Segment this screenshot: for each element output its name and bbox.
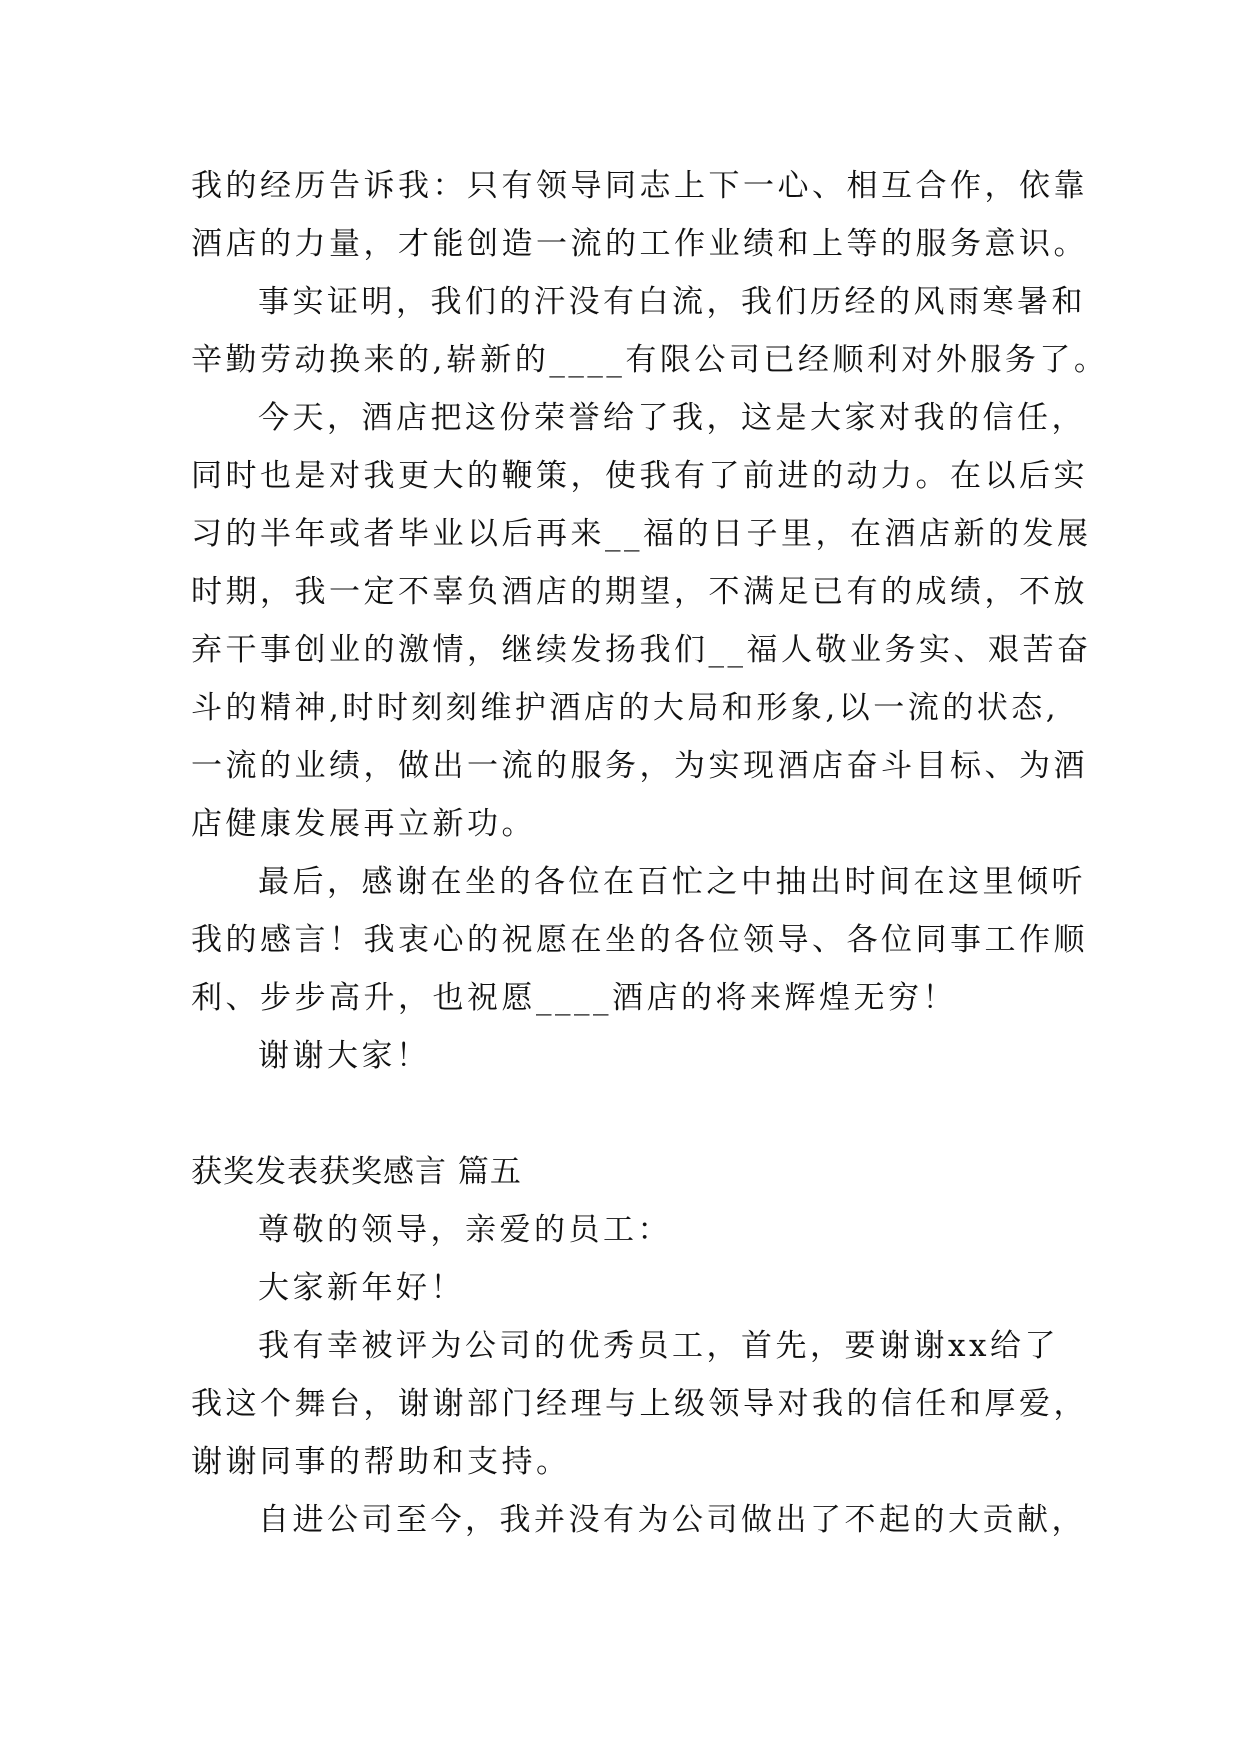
text-line: 酒店的力量，才能创造一流的工作业绩和上等的服务意识。	[191, 226, 1088, 262]
text-line: 我的经历告诉我：只有领导同志上下一心、相互合作，依靠	[191, 168, 1088, 204]
text-line: 辛勤劳动换来的,崭新的____有限公司已经顺利对外服务了。	[191, 342, 1109, 378]
text-line: 时期，我一定不辜负酒店的期望，不满足已有的成绩，不放	[191, 574, 1088, 610]
section-heading: 获奖发表获奖感言 篇五	[191, 1154, 522, 1190]
text-line: 谢谢同事的帮助和支持。	[191, 1444, 571, 1480]
text-line: 斗的精神,时时刻刻维护酒店的大局和形象,以一流的状态,	[191, 690, 1060, 726]
text-line: 利、步步高升，也祝愿____酒店的将来辉煌无穷！	[191, 980, 957, 1016]
paragraph-start-line: 我有幸被评为公司的优秀员工，首先，要谢谢xx给了	[258, 1328, 1059, 1364]
paragraph-start-line: 自进公司至今，我并没有为公司做出了不起的大贡献，	[258, 1502, 1086, 1538]
text-line: 我的感言！我衷心的祝愿在坐的各位领导、各位同事工作顺	[191, 922, 1088, 958]
paragraph-start-line: 最后，感谢在坐的各位在百忙之中抽出时间在这里倾听	[258, 864, 1086, 900]
text-line: 同时也是对我更大的鞭策，使我有了前进的动力。在以后实	[191, 458, 1088, 494]
text-line: 习的半年或者毕业以后再来__福的日子里，在酒店新的发展	[191, 516, 1092, 552]
paragraph-start-line: 今天，酒店把这份荣誉给了我，这是大家对我的信任，	[258, 400, 1086, 436]
text-line: 店健康发展再立新功。	[191, 806, 536, 842]
text-line: 我这个舞台，谢谢部门经理与上级领导对我的信任和厚爱，	[191, 1386, 1088, 1422]
greeting-line: 大家新年好！	[258, 1270, 465, 1306]
paragraph-start-line: 事实证明，我们的汗没有白流，我们历经的风雨寒暑和	[258, 284, 1086, 320]
closing-line: 谢谢大家！	[258, 1038, 431, 1074]
salutation-line: 尊敬的领导，亲爱的员工：	[258, 1212, 672, 1248]
text-line: 一流的业绩，做出一流的服务，为实现酒店奋斗目标、为酒	[191, 748, 1088, 784]
text-line: 弃干事创业的激情，继续发扬我们__福人敬业务实、艰苦奋	[191, 632, 1092, 668]
